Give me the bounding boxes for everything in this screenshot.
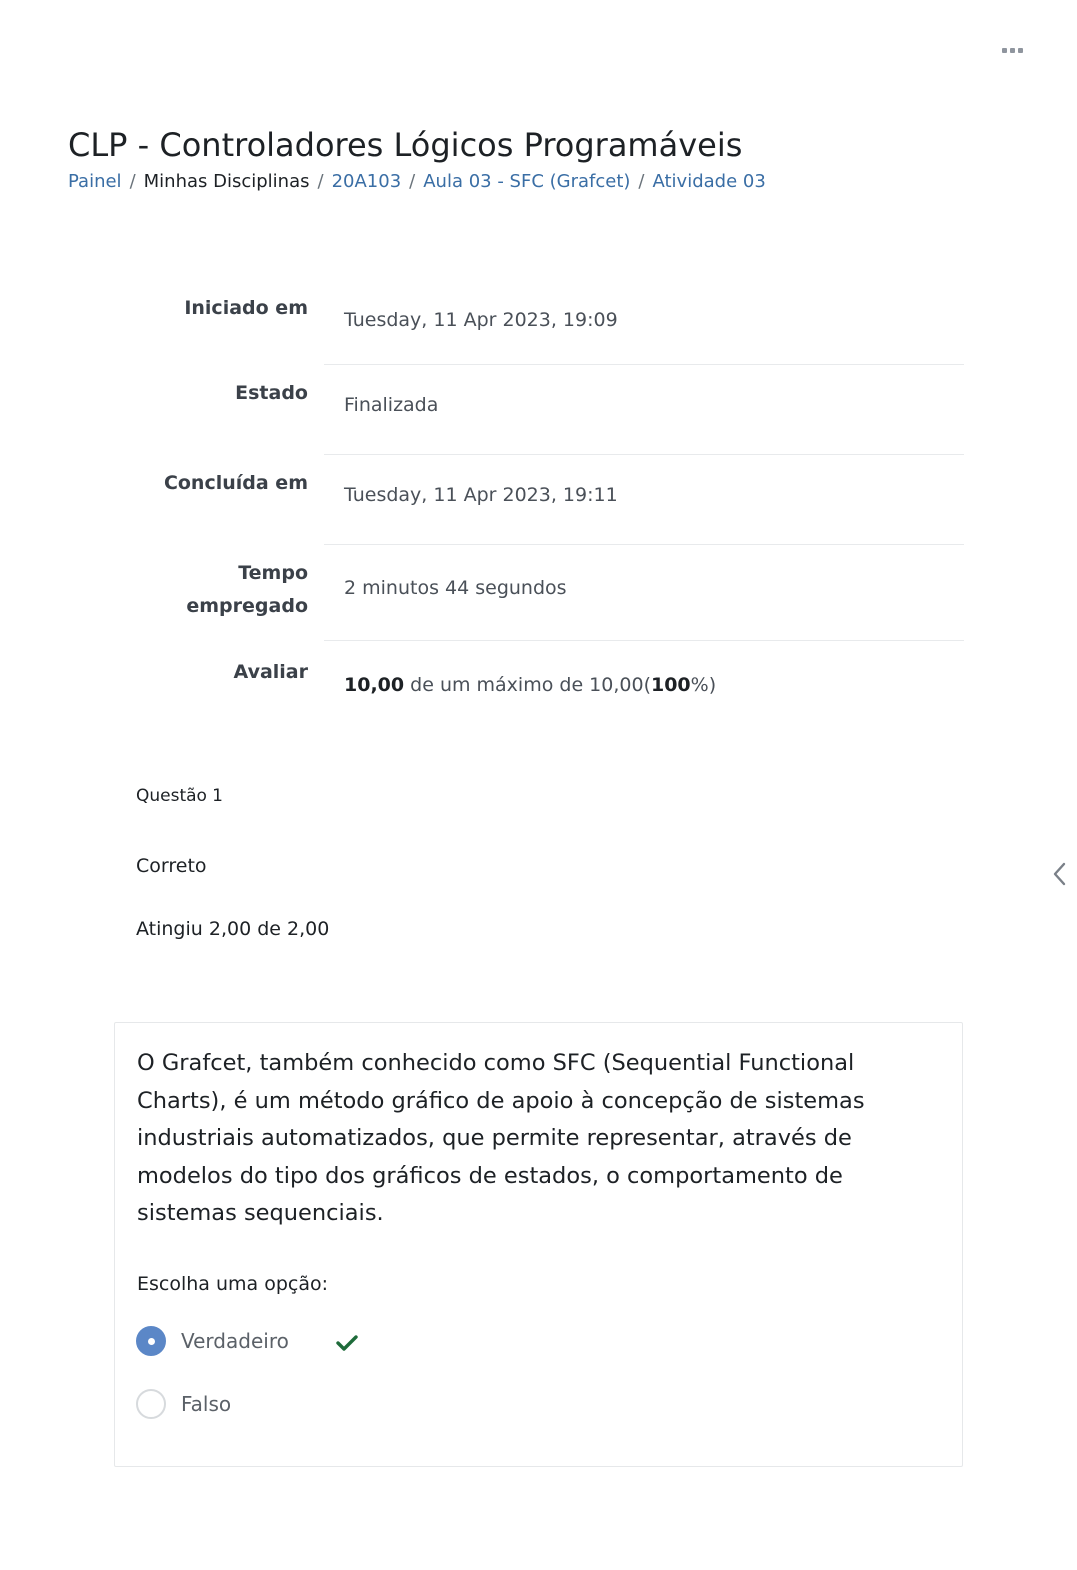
attempt-summary bbox=[100, 280, 964, 721]
breadcrumb-separator: / bbox=[409, 171, 416, 192]
radio-falso[interactable] bbox=[136, 1389, 166, 1419]
summary-row-state bbox=[100, 365, 964, 455]
breadcrumb-minhas-disciplinas: Minhas Disciplinas bbox=[143, 171, 310, 192]
question-prefix: Questão bbox=[136, 786, 207, 806]
grade-percent: 100 bbox=[650, 674, 691, 696]
breadcrumb-separator: / bbox=[638, 171, 645, 192]
summary-row-grade bbox=[100, 641, 964, 721]
question-grade: Atingiu 2,00 de 2,00 bbox=[136, 918, 330, 940]
breadcrumb-separator: / bbox=[317, 171, 324, 192]
chevron-left-icon[interactable] bbox=[1050, 860, 1070, 888]
answer-prompt: Escolha uma opção: bbox=[137, 1273, 329, 1295]
summary-row-completed bbox=[100, 455, 964, 545]
breadcrumb-painel[interactable]: Painel bbox=[68, 171, 122, 192]
grade-score: 10,00 bbox=[344, 674, 405, 696]
grade-middle: de um máximo de 10,00( bbox=[410, 674, 651, 696]
question-number-value: 1 bbox=[212, 786, 223, 806]
more-options-icon bbox=[1002, 48, 1007, 53]
time-label-line2: empregado bbox=[186, 595, 308, 617]
question-number bbox=[136, 786, 223, 806]
completed-value: Tuesday, 11 Apr 2023, 19:11 bbox=[324, 455, 964, 545]
breadcrumb bbox=[68, 171, 766, 192]
grade-label: Avaliar bbox=[233, 661, 308, 683]
breadcrumb-activity[interactable]: Atividade 03 bbox=[652, 171, 766, 192]
question-text: O Grafcet, também conhecido como SFC (Sequential Functional Charts), é um método gráfico de apoio à concepção de sistemas industriais automatizados, que permite representar, através de modelos do tipo dos gráficos de estados, o comportamento de sistemas sequenciais. bbox=[137, 1050, 865, 1226]
more-options-button[interactable] bbox=[998, 42, 1026, 58]
radio-verdadeiro[interactable] bbox=[136, 1326, 166, 1356]
answer-option-verdadeiro[interactable] bbox=[136, 1326, 289, 1356]
time-value: 2 minutos 44 segundos bbox=[324, 545, 964, 641]
breadcrumb-course[interactable]: 20A103 bbox=[331, 171, 402, 192]
summary-row-time bbox=[100, 545, 964, 641]
breadcrumb-separator: / bbox=[129, 171, 136, 192]
state-value: Finalizada bbox=[324, 365, 964, 455]
answer-option-falso[interactable] bbox=[136, 1389, 231, 1419]
grade-value bbox=[324, 641, 964, 721]
started-label: Iniciado em bbox=[184, 297, 308, 319]
time-label bbox=[100, 545, 324, 641]
question-state: Correto bbox=[136, 855, 207, 877]
check-icon bbox=[336, 1334, 358, 1352]
state-label: Estado bbox=[235, 382, 308, 404]
started-value: Tuesday, 11 Apr 2023, 19:09 bbox=[324, 280, 964, 365]
breadcrumb-section[interactable]: Aula 03 - SFC (Grafcet) bbox=[423, 171, 631, 192]
grade-suffix: %) bbox=[690, 674, 717, 696]
summary-row-started bbox=[100, 280, 964, 365]
answer-label-falso: Falso bbox=[181, 1392, 232, 1416]
question-content-box bbox=[114, 1022, 963, 1467]
page-title: CLP - Controladores Lógicos Programáveis bbox=[68, 126, 743, 164]
completed-label: Concluída em bbox=[163, 472, 308, 494]
answer-label-verdadeiro: Verdadeiro bbox=[181, 1329, 289, 1353]
time-label-line1: Tempo bbox=[238, 562, 308, 584]
